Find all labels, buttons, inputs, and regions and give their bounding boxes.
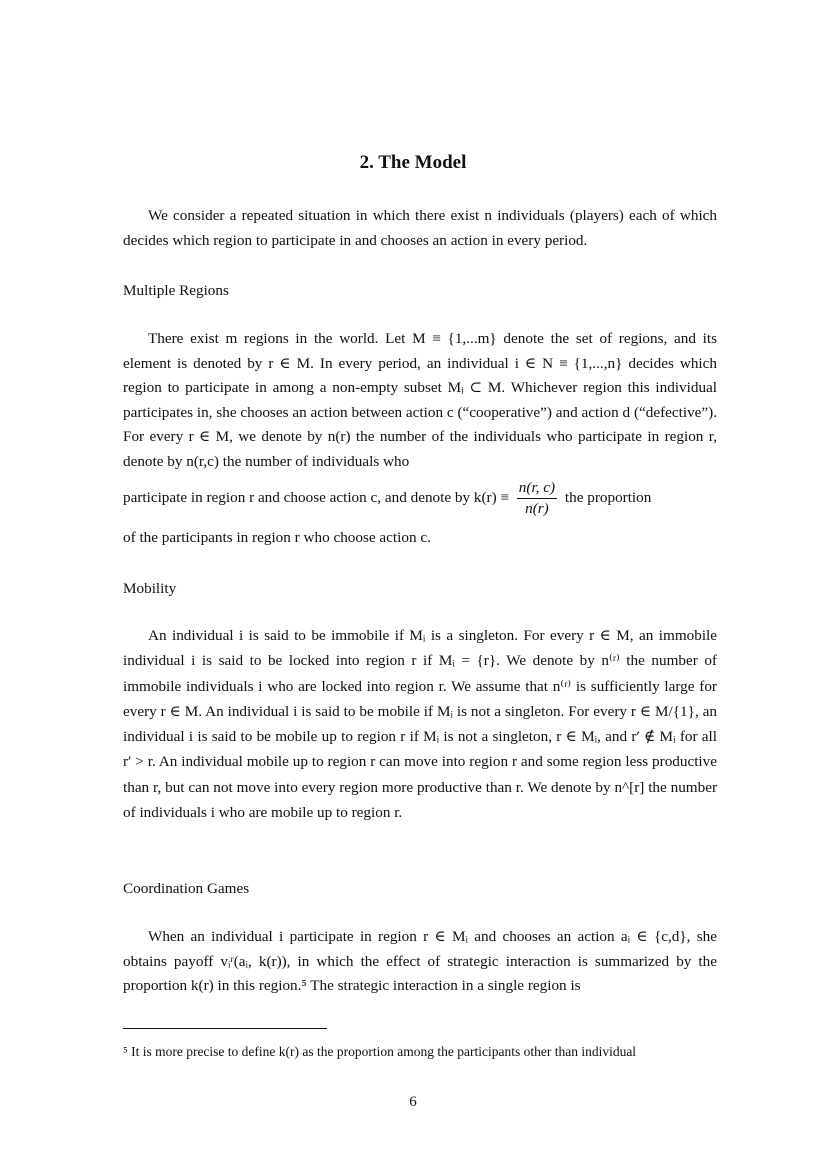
heading-coordination-games: Coordination Games [123,880,250,897]
heading-multiple-regions: Multiple Regions [123,282,229,299]
regions-fraction-line-start: participate in region r and choose action c, and denote by k(r) ≡ [123,489,509,506]
mobility-paragraph: An individual i is said to be immobile if Mᵢ is a singleton. For every r ∈ M, an immobile individual i is said to be locked into region r if Mᵢ = {r}. We denote by n⁽ʳ⁾ the number of immobile individuals i who are locked into region r. We assume that n⁽ʳ⁾ is sufficiently large for every r ∈ M. An individual i is said to be mobile if Mᵢ is not a singleton. For every r ∈ M/{1}, an individual i is said to be mobile up to region r if Mᵢ is not a singleton, r ∈ Mᵢ, and r′ ∉ Mᵢ for all r′ > r. An individual mobile up to region r can move into region r and some region less productive than r, but can not move into every region more productive than r. We denote by n^[r] the number of individuals i who are mobile up to region r. [123,627,717,822]
heading-mobility: Mobility [123,580,177,597]
footnote-divider [123,1028,327,1029]
proportion-fraction [517,478,557,519]
page-number: 6 [409,1094,417,1110]
regions-closing-line: of the participants in region r who choose action c. [123,529,431,546]
fraction-denominator: n(r) [525,500,549,518]
coordination-paragraph: When an individual i participate in region r ∈ Mᵢ and chooses an action aᵢ ∈ {c,d}, she obtains payoff vᵢʳ(aᵢ, k(r)), in which the effect of strategic interaction is summarized by the proportion k(r) in this region.⁵ The strategic interaction in a single region is [123,928,717,994]
footnote-5: ⁵ It is more precise to define k(r) as the proportion among the participants other than individual [123,1044,637,1059]
regions-fraction-line-end: the proportion [564,489,652,506]
section-title: 2. The Model [359,152,467,173]
regions-fraction-line [123,478,717,519]
intro-paragraph: We consider a repeated situation in which there exist n individuals (players) each of which decides which region to participate in and chooses an action in every period. [123,207,717,249]
fraction-numerator: n(r, c) [517,478,557,499]
regions-paragraph: There exist m regions in the world. Let M ≡ {1,...m} denote the set of regions, and its element is denoted by r ∈ M. In every period, an individual i ∈ N ≡ {1,...,n} decides which region to participate in among a non-empty subset Mᵢ ⊂ M. Whichever region this individual participates in, she chooses an action between action c (“cooperative”) and action d (“defective”). For every r ∈ M, we denote by n(r) the number of the individuals who participate in region r, denote by n(r,c) the number of individuals who [123,330,717,470]
